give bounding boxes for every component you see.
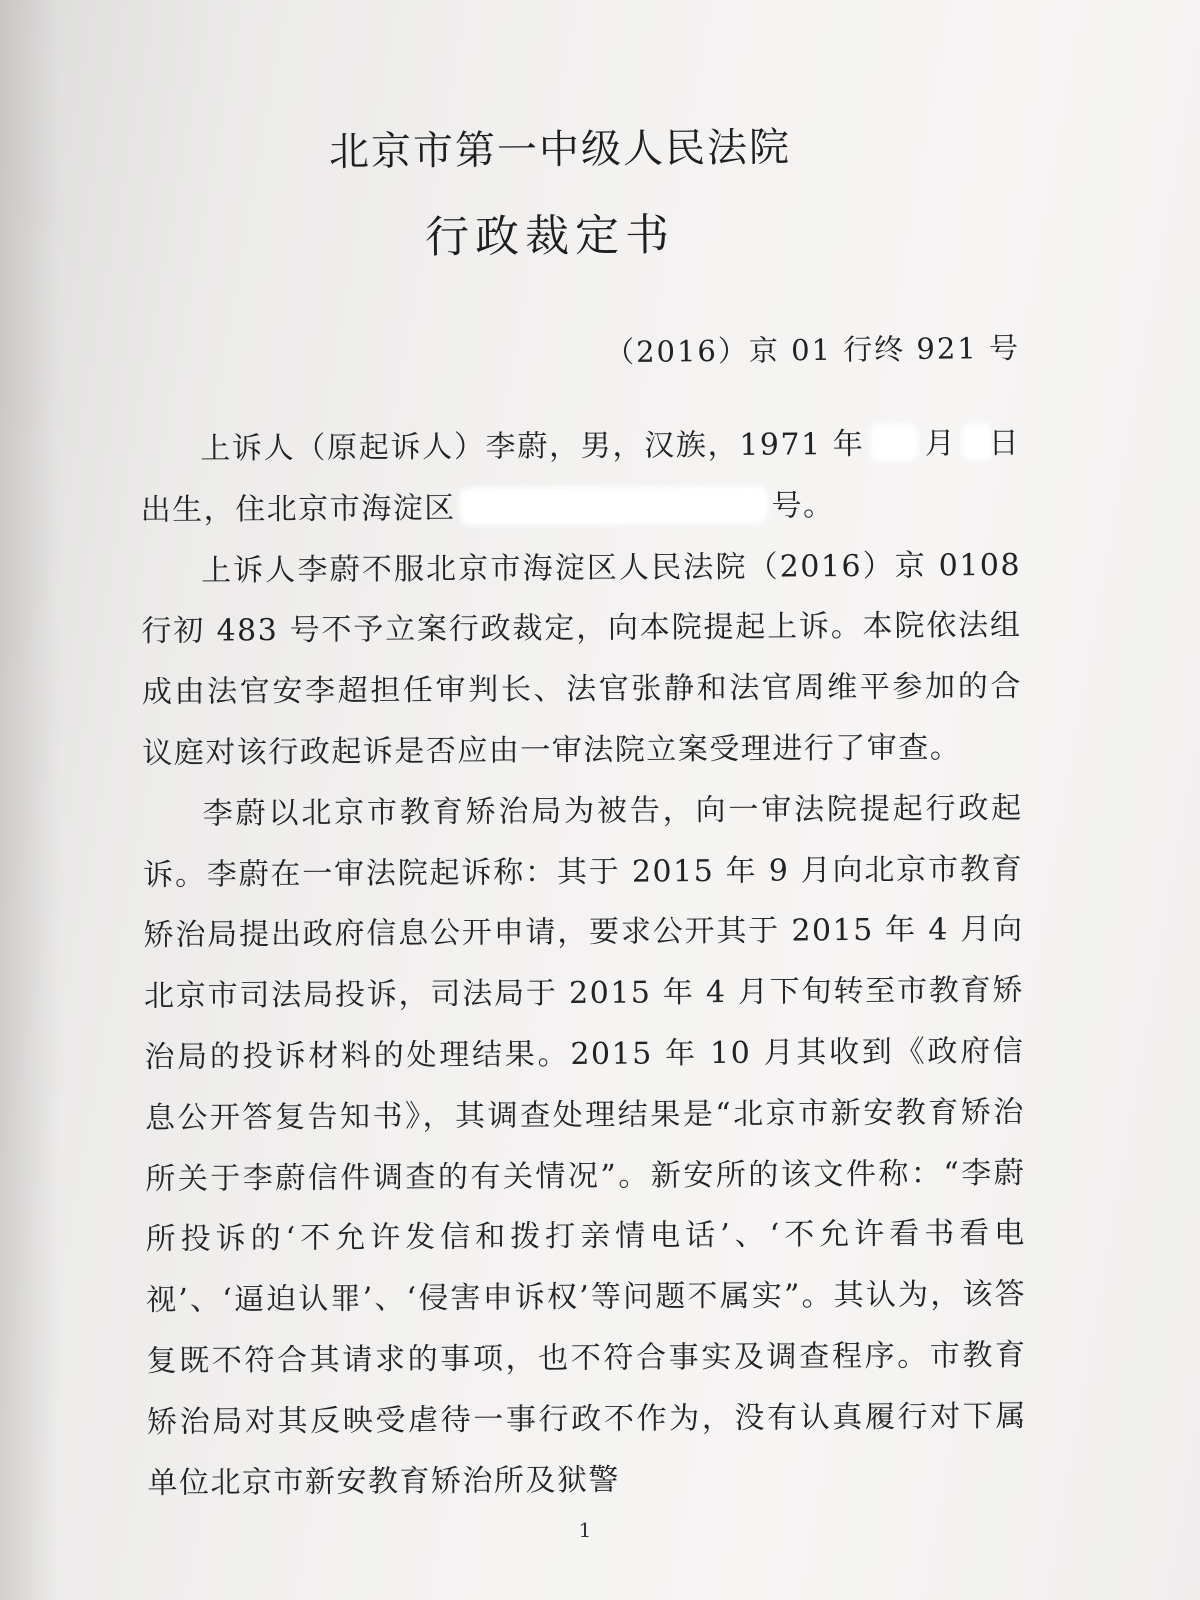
page-shadow bbox=[0, 0, 60, 1600]
appellant-text-start: 上诉人（原起诉人）李蔚，男，汉族，1971 年 bbox=[200, 426, 865, 467]
paragraph-appeal: 上诉人李蔚不服北京市海淀区人民法院（2016）京 0108 行初 483 号不予立案行政裁定，向本院提起上诉。本院依法组成由法官安李超担任审判长、法官张静和法官周维平参加的合议庭对该行政起诉是否应由一审法院立案受理进行了审查。 bbox=[141, 547, 1023, 771]
court-name-heading: 北京市第一中级人民法院 bbox=[328, 124, 792, 176]
paragraph-claims: 李蔚以北京市教育矫治局为被告，向一审法院提起行政起诉。李蔚在一审法院起诉称：其于 2015 年 9 月向北京市教育矫治局提出政府信息公开申请，要求公开其于 2015 年 4 月向北京市司法局投诉，司法局于 2015 年 4 月下旬转至市教育矫治局的投诉材料的处理结果。2015 年 10 月其收到《政府信息公开答复告知书》，其调查处理结果是“北京市新安教育矫治所关于李蔚信件调查的有关情况”。新安所的该文件称：“李蔚所投诉的‘不允许发信和拨打亲情电话’、‘不允许看书看电视’、‘逼迫认罪’、‘侵害申诉权’等问题不属实”。其认为，该答复既不符合其请求的事项，也不符合事实及调查程序。市教育矫治局对其反映受虐待一事行政不作为，没有认真履行对下属单位北京市新安教育矫治所及狱警 bbox=[143, 790, 1028, 1501]
page-number: 1 bbox=[578, 1518, 592, 1542]
redacted-address bbox=[464, 489, 764, 521]
paragraph-appellant-info bbox=[140, 414, 1021, 542]
appellant-address-end: 号。 bbox=[771, 487, 835, 524]
document-body bbox=[140, 414, 1028, 1514]
appellant-address-start: 日出生，住北京市海淀区 bbox=[140, 425, 1021, 528]
case-number: （2016）京 01 行终 921 号 bbox=[604, 330, 1021, 370]
redacted-day bbox=[966, 427, 988, 457]
appellant-month-unit: 月 bbox=[924, 426, 957, 462]
redacted-month bbox=[874, 428, 914, 458]
document-type-heading: 行政裁定书 bbox=[424, 209, 676, 264]
